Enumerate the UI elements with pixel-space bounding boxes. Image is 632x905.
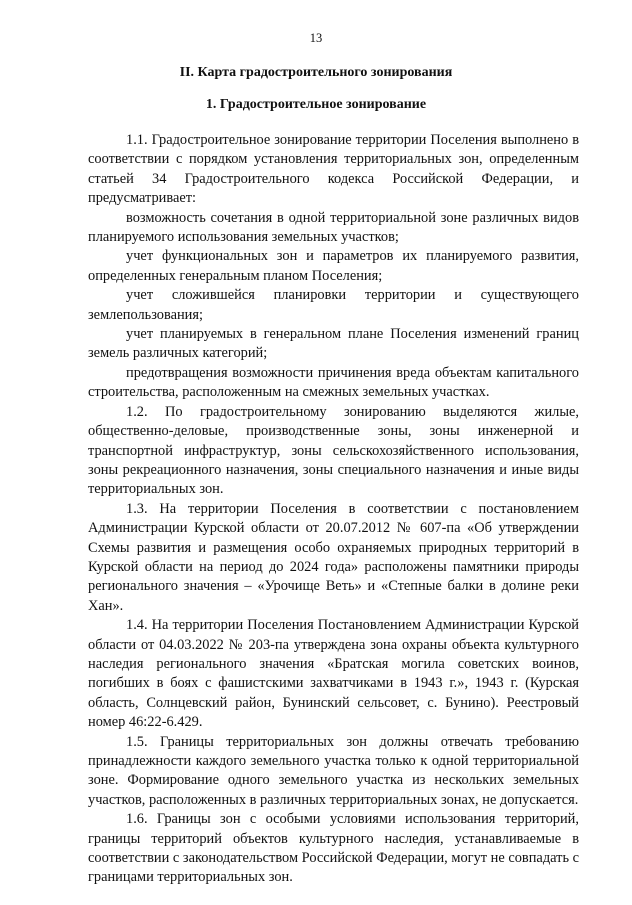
list-item-harm-prevention: предотвращения возможности причинения вреда объектам капитального строительства, расположенным на смежных земельных участках. — [88, 364, 579, 401]
paragraph-1-1: 1.1. Градостроительное зонирование территории Поселения выполнено в соответствии с порядком установления территориальных зон, определенным статьей 34 Градостроительного кодекса Российской Федерации, и предусматривает: — [88, 132, 579, 207]
list-item-functional-zones: учет функциональных зон и параметров их планируемого развития, определенных генеральным планом Поселения; — [88, 248, 579, 284]
paragraph-1-5: 1.5. Границы территориальных зон должны отвечать требованию принадлежности каждого земельного участка только к одной территориальной зоне. Формирование одного земельного участка из нескольких земельных участков, расположенных в различных территориальных зонах, не допускается. — [88, 733, 579, 808]
paragraph-1-6: 1.6. Границы зон с особыми условиями использования территорий, границы территорий объектов культурного наследия, устанавливаемые в соответствии с законодательством Российской Федерации, могут не совпадать с границами территориальных зон. — [88, 811, 579, 886]
section-title: II. Карта градостроительного зонирования — [179, 65, 453, 80]
page-number: 13 — [309, 31, 323, 45]
paragraph-1-3: 1.3. На территории Поселения в соответствии с постановлением Администрации Курской области от 20.07.2012 № 607-па «Об утверждении Схемы развития и размещения особо охраняемых природных территорий в Курской области на период до 2024 года» расположены памятники природы регионального значения – «Урочище Веть» и «Степные балки в долине реки Хан». — [88, 500, 579, 614]
list-item-planned-changes: учет планируемых в генеральном плане Поселения изменений границ земель различных категорий; — [88, 326, 579, 362]
document-body — [88, 131, 579, 888]
paragraph-1-4: 1.4. На территории Поселения Постановлением Администрации Курской области от 04.03.2022 № 203-па утверждена зона охраны объекта культурного наследия регионального значения «Братская могила советских воинов, погибших в боях с фашистскими захватчиками в 1943 г.», 1943 г. (Курская область, Солнцевский район, Бунинский сельсовет, с. Бунино). Реестровый номер 46:22-6.429. — [88, 617, 579, 731]
paragraph-1-2: 1.2. По градостроительному зонированию выделяются жилые, общественно-деловые, производственные зоны, зоны инженерной и транспортной инфраструктур, зоны сельскохозяйственного использования, зоны рекреационного назначения, зоны специального назначения и иные виды территориальных зон. — [88, 403, 579, 498]
subsection-title: 1. Градостроительное зонирование — [205, 97, 427, 112]
list-item-existing-layout: учет сложившейся планировки территории и существующего землепользования; — [88, 287, 579, 323]
list-item-combination: возможность сочетания в одной территориальной зоне различных видов планируемого использования земельных участков; — [88, 209, 579, 246]
